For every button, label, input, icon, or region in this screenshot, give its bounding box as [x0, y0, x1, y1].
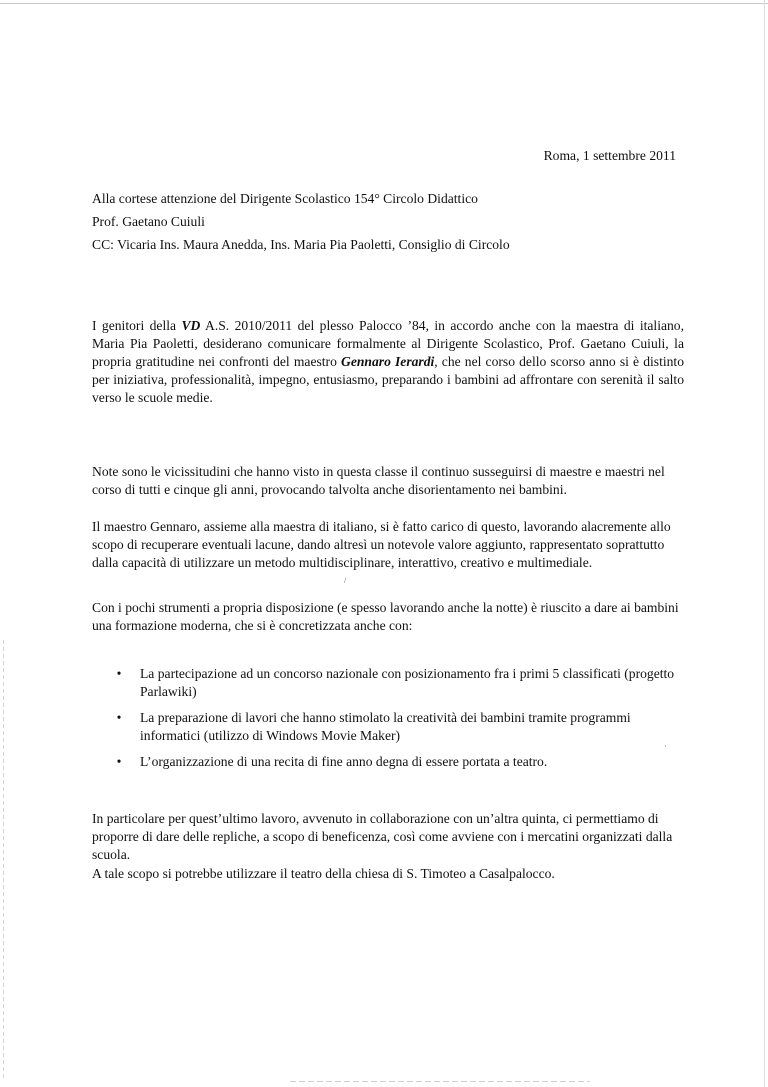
bullet-icon: • [116, 666, 122, 681]
scan-edge-right [764, 0, 765, 1087]
letter-date: Roma, 1 settembre 2011 [543, 148, 676, 163]
list-item: • L’organizzazione di una recita di fine anno degna di essere portata a teatro. [114, 753, 684, 771]
paragraph-replicas: In particolare per quest’ultimo lavoro, avvenuto in collaborazione con un’altra quinta, ci permettiamo di proporre di dare delle repliche, a scopo di beneficenza, così come avviene con i mercatini organizzati dalla scuola. [92, 811, 673, 862]
list-item: • La preparazione di lavori che hanno stimolato la creatività dei bambini tramite programmi informatici (utilizzo di Windows Movie Maker) [114, 709, 684, 745]
paragraph-tools: Con i pochi strumenti a propria disposizione (e spesso lavorando anche la notte) è riuscito a dare ai bambini una formazione moderna, che si è concretizzata anche con: [92, 600, 679, 633]
paragraph-teacher-work: Il maestro Gennaro, assieme alla maestra di italiano, si è fatto carico di questo, lavorando alacremente allo scopo di recuperare eventuali lacune, dando altresì un notevole valore aggiunto, rappresentato soprattutto dalla capacità di utilizzare un metodo multidisciplinare, interattivo, creativo e multimediale. [92, 519, 671, 570]
scan-edge-left [3, 640, 4, 1080]
list-item: • La partecipazione ad un concorso nazionale con posizionamento fra i primi 5 classificati (progetto Parlawiki) [114, 665, 684, 701]
paragraph-vicissitudes: Note sono le vicissitudini che hanno visto in questa classe il continuo susseguirsi di maestre e maestri nel corso di tutti e cinque gli anni, provocando talvolta anche disorientamento nei bambini. [92, 464, 665, 497]
scan-edge-top [0, 3, 768, 4]
scan-speck: / [344, 576, 347, 585]
scan-speck: · [664, 742, 667, 751]
teacher-name: Gennaro Ierardi [341, 354, 435, 369]
class-name: VD [181, 318, 201, 333]
bullet-icon: • [116, 754, 122, 769]
recipient-line: CC: Vicaria Ins. Maura Anedda, Ins. Maria Pia Paoletti, Consiglio di Circolo [92, 237, 510, 252]
recipient-line: Alla cortese attenzione del Dirigente Scolastico 154° Circolo Didattico [92, 191, 478, 206]
recipients-block [92, 190, 510, 259]
bullet-icon: • [116, 710, 122, 725]
recipient-line: Prof. Gaetano Cuiuli [92, 214, 205, 229]
paragraph-theatre: A tale scopo si potrebbe utilizzare il teatro della chiesa di S. Timoteo a Casalpalocco. [92, 866, 555, 881]
paragraph-gratitude: I genitori della VD A.S. 2010/2011 del plesso Palocco ’84, in accordo anche con la maestra di italiano, Maria Pia Paoletti, desiderano comunicare formalmente al Dirigente Scolastico, Prof. Gaetano Cuiuli, la propria gratitudine nei confronti del maestro Gennaro Ierardi, che nel corso dello scorso anno si è distinto per iniziativa, professionalità, impegno, entusiasmo, preparando i bambini ad affrontare con serenità il salto verso le scuole medie. [92, 318, 685, 405]
scan-edge-bottom [290, 1081, 590, 1082]
achievements-list [114, 665, 684, 779]
